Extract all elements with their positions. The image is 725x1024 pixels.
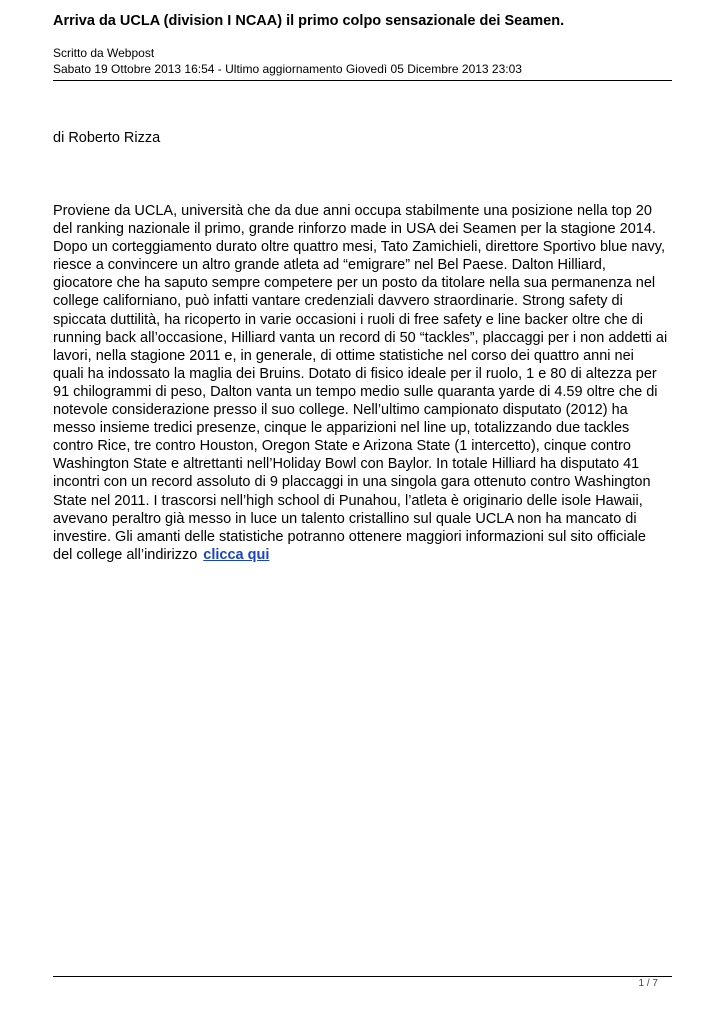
body-line-last (53, 546, 675, 564)
body-line: running back all’occasione, Hilliard vanta un record di 50 “tackles”, placcaggi per i non addetti ai (53, 329, 668, 346)
body-line: contro Rice, tre contro Houston, Oregon State e Arizona State (1 intercetto), cinque contro (53, 438, 631, 455)
body-line: giocatore che ha saputo sempre competere per un posto da titolare nella sua permanenza nel (53, 275, 656, 292)
article-meta (53, 45, 673, 77)
body-line: 91 chilogrammi di peso, Dalton vanta un tempo medio sulle quaranta yarde di 4.59 oltre che di (53, 383, 658, 400)
body-line: messo insieme tredici presenze, cinque le apparizioni nel line up, totalizzando due tackles (53, 420, 630, 437)
body-line: Dopo un corteggiamento durato oltre quattro mesi, Tato Zamichieli, direttore Sportivo blue navy, (53, 239, 666, 256)
body-line: spiccata duttilità, ha ricoperto in varie occasioni i ruoli di free safety e line backer oltre che di (53, 311, 643, 328)
article-body (53, 202, 675, 564)
page-number: 1 / 7 (638, 978, 658, 989)
article-author: di Roberto Rizza (53, 130, 161, 146)
footer-divider (53, 976, 672, 977)
body-line: lavori, nella stagione 2011 e, in generale, di ottime statistiche nel corso dei quattro anni nei (53, 347, 634, 364)
body-line: quali ha indossato la maglia dei Bruins. Dotato di fisico ideale per il ruolo, 1 e 80 di altezza per (53, 365, 657, 382)
written-by: Scritto da Webpost (53, 46, 155, 60)
body-line: State nel 2011. I trascorsi nell’high school di Punahou, l’atleta è originario delle isole Hawaii, (53, 492, 643, 509)
article-title: Arriva da UCLA (division I NCAA) il primo colpo sensazionale dei Seamen. (53, 13, 565, 29)
body-line: incontri con un record assoluto di 9 placcaggi in una singola gara ottenuto contro Washington (53, 474, 651, 491)
body-line: avevano peraltro già messo in luce un talento cristallino sul quale UCLA non ha mancato di (53, 510, 637, 527)
last-line-text: del college all’indirizzo (53, 546, 198, 563)
body-line: college californiano, può infatti vantare credenziali davvero straordinarie. Strong safety di (53, 293, 623, 310)
clicca-qui-link[interactable]: clicca qui (203, 546, 270, 563)
body-line: investire. Gli amanti delle statistiche potranno ottenere maggiori informazioni sul sito officiale (53, 528, 646, 545)
publish-dates: Sabato 19 Ottobre 2013 16:54 - Ultimo aggiornamento Giovedì 05 Dicembre 2013 23:03 (53, 62, 522, 76)
body-line: Proviene da UCLA, università che da due anni occupa stabilmente una posizione nella top 20 (53, 203, 652, 219)
header-divider (53, 80, 672, 81)
body-line: notevole considerazione presso il suo college. Nell’ultimo campionato disputato (2012) ha (53, 402, 628, 419)
body-line: Washington State e altrettanti nell’Holiday Bowl con Baylor. In totale Hilliard ha disputato 41 (53, 456, 640, 473)
body-line: del ranking nazionale il primo, grande rinforzo made in USA dei Seamen per la stagione 2014. (53, 221, 656, 238)
body-line: riesce a convincere un altro grande atleta ad “emigrare” nel Bel Paese. Dalton Hilliard, (53, 257, 606, 274)
